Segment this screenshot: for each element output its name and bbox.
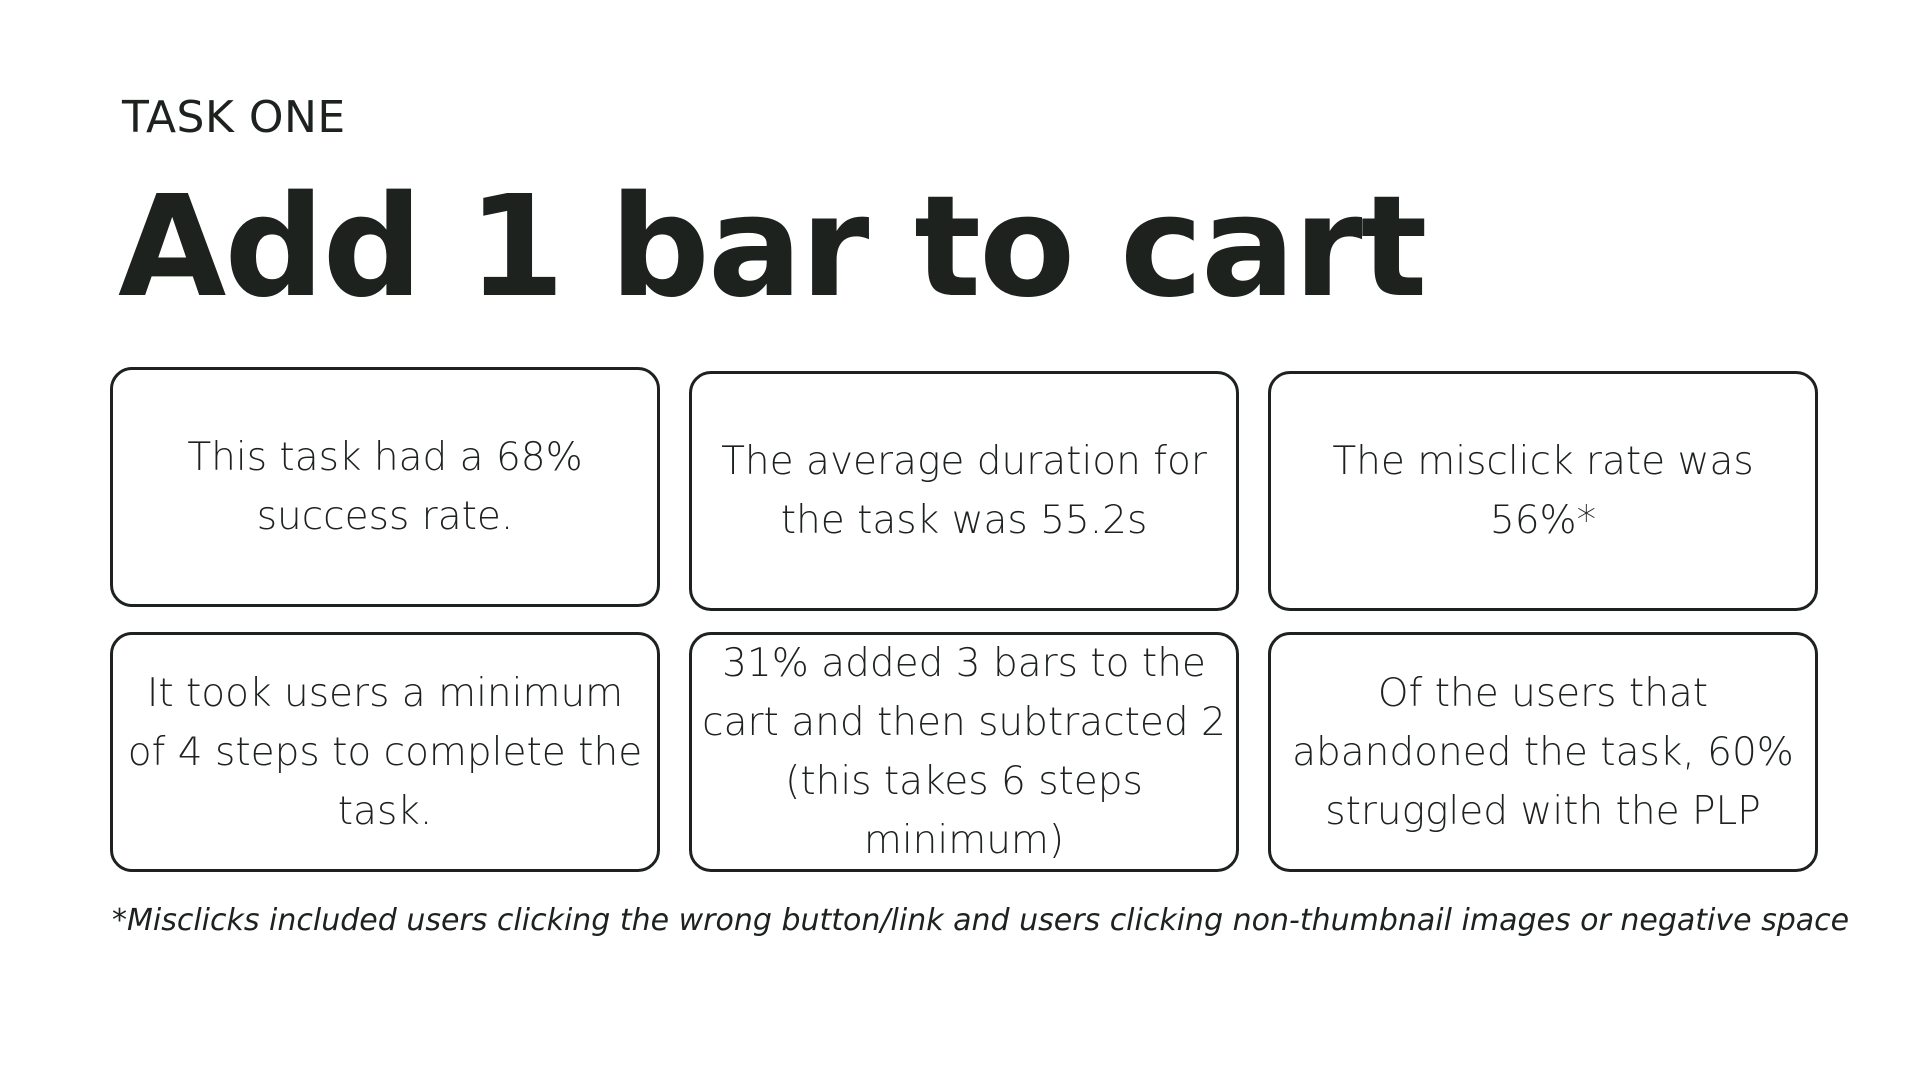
stat-card-text: Of the users that abandoned the task, 60% struggled with the PLP bbox=[1292, 670, 1794, 834]
footnote: *Misclicks included users clicking the wrong button/link and users clicking non-thumbnail images or negative space bbox=[112, 903, 1850, 938]
stat-card-abandoned-plp bbox=[1268, 632, 1818, 872]
stat-card-minimum-steps bbox=[110, 632, 660, 872]
stat-card-misclick-rate bbox=[1268, 371, 1818, 611]
stat-card-text: This task had a 68% success rate. bbox=[187, 435, 583, 539]
stat-card-text: 31% added 3 bars to the cart and then subtracted 2 (this takes 6 steps minimum) bbox=[702, 641, 1226, 863]
stat-card-text: The average duration for the task was 55.2s bbox=[721, 439, 1207, 543]
page-title: Add 1 bar to cart bbox=[118, 166, 1426, 329]
task-eyebrow: TASK ONE bbox=[122, 92, 346, 143]
stat-card-average-duration bbox=[689, 371, 1239, 611]
stat-card-added-subtracted bbox=[689, 632, 1239, 872]
stat-card-success-rate bbox=[110, 367, 660, 607]
stat-card-text: The misclick rate was 56%* bbox=[1332, 439, 1754, 543]
stat-card-text: It took users a minimum of 4 steps to complete the task. bbox=[127, 670, 643, 834]
